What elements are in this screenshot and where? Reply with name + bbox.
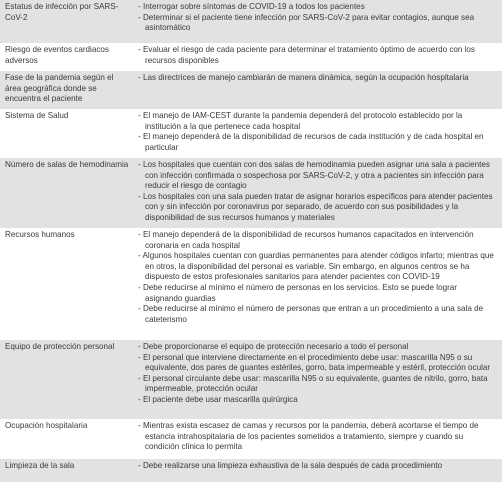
list-item: - Debe proporcionarse el equipo de protección necesario a todo el personal xyxy=(138,342,409,351)
row-label: Sistema de Salud xyxy=(0,109,134,158)
list-item: - Los hospitales que cuentan con dos salas de hemodinamia pueden asignar una sala a pacientes con infección confirmada o sospechosa por SARS-CoV-2, y otra a pacientes sin infección para reducir el riesgo de contagio xyxy=(138,160,490,191)
list-item: - Debe realizarse una limpieza exhaustiva de la sala después de cada procedimiento xyxy=(138,461,443,470)
list-item: - El manejo dependerá de la disponibilidad de recursos humanos capacitados en intervención coronaria en cada hospital xyxy=(138,230,474,250)
row-label: Equipo de protección personal xyxy=(0,340,134,419)
row-items xyxy=(134,0,502,43)
table-row xyxy=(0,228,502,340)
list-item: - El manejo dependerá de la disponibilidad de recursos de cada institución y de cada hospital en particular xyxy=(138,132,484,152)
table-row xyxy=(0,43,502,71)
row-label: Estatus de infección por SARS-CoV-2 xyxy=(0,0,134,43)
list-item: - Las directrices de manejo cambiarán de manera dinámica, según la ocupación hospitalaria xyxy=(138,73,469,82)
row-items xyxy=(134,459,502,482)
row-items xyxy=(134,419,502,459)
row-label: Riesgo de eventos cardiacos adversos xyxy=(0,43,134,71)
table-row xyxy=(0,0,502,43)
row-items xyxy=(134,43,502,71)
list-item: - Determinar si el paciente tiene infección por SARS-CoV-2 para evitar contagios, aunque sea asintomático xyxy=(138,12,475,33)
list-item: - El personal que intervienе directamente en el procedimiento debe usar: mascarilla N95 o su equivalente, dos pares de guantes estériles, gorro, bata impermeable y estéril, protección ocular xyxy=(138,352,491,373)
table-row xyxy=(0,109,502,158)
row-items xyxy=(134,109,502,158)
list-item: - Los hospitales con una sala pueden tratar de asignar horarios específicos para atender pacientes con y sin infección por coronavirus por separado, de acuerdo con sus posibilidades y la disponibilidad de sus recursos humanos y materiales xyxy=(138,191,493,222)
row-items xyxy=(134,340,502,419)
list-item: - El personal circulante debe usar: mascarilla N95 o su equivalente, guantes de nitrilo, gorro, bata impermeable, protección ocular xyxy=(138,373,488,394)
row-label: Ocupación hospitalaria xyxy=(0,419,134,459)
row-items xyxy=(134,228,502,340)
table-row xyxy=(0,459,502,482)
table-row xyxy=(0,71,502,109)
list-item: - Debe reducirse al mínimo el número de personas que entran a un procedimiento a una sala de cateterismo xyxy=(138,304,484,324)
list-item: - Interrogar sobre síntomas de COVID-19 a todos los pacientes xyxy=(138,2,365,11)
table-row xyxy=(0,419,502,459)
row-label: Limpieza de la sala xyxy=(0,459,134,482)
list-item: - Evaluar el riesgo de cada paciente para determinar el tratamiento óptimo de acuerdo con los recursos disponibles xyxy=(138,45,475,65)
list-item: - Debe reducirse al mínimo el número de personas en los servicios. Esto se puede lograr asignando guardias xyxy=(138,282,457,303)
row-label: Recursos humanos xyxy=(0,228,134,340)
table-row xyxy=(0,158,502,228)
list-item: - Algunos hospitales cuentan con guardias permanentes para atender códigos infarto; mientras que en otros, la disponibilidad del personal es variable. Sin embargo, en algunos centros se ha dispuesto de estos profesionales sanitarios para atender pacientes con COVID-19 xyxy=(138,251,494,282)
list-item: - Mientras exista escasez de camas y recursos por la pandemia, deberá acortarse el tiempo de estancia intrahospitalaria de los pacientes sometidos a tratamiento, siempre y cuando su condición clínica lo permita xyxy=(138,421,479,452)
table-row xyxy=(0,340,502,419)
list-item: - El paciente debe usar mascarilla quirúrgica xyxy=(138,394,298,404)
list-item: - El manejo de IAM-CEST durante la pandemia dependerá del protocolo establecido por la institución a la que pertenece cada hospital xyxy=(138,111,463,131)
row-items xyxy=(134,158,502,228)
row-label: Fase de la pandemia según el área geográfica donde se encuentra el paciente xyxy=(0,71,134,109)
row-label: Número de salas de hemodinamia xyxy=(0,158,134,228)
row-items xyxy=(134,71,502,109)
